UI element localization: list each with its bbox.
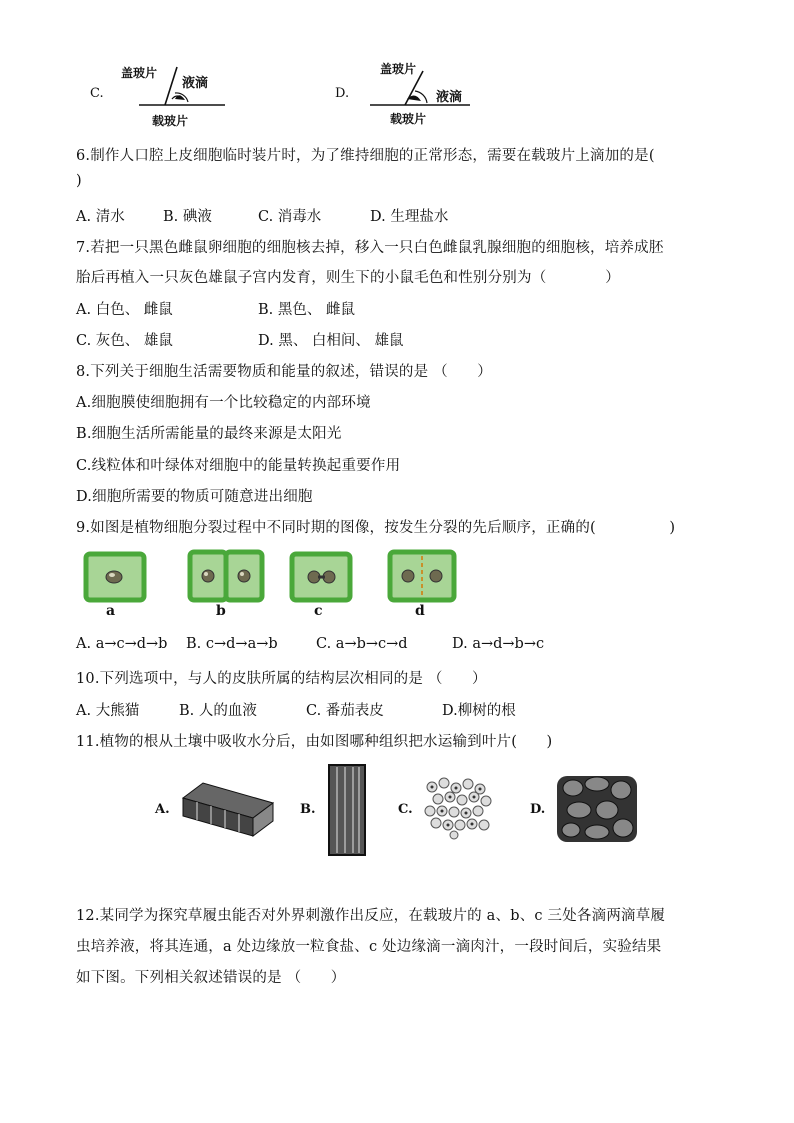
q5-c-drop-label: 液滴 xyxy=(182,76,209,91)
q5-option-c-label: C. xyxy=(90,86,104,101)
q11-tissue-a-image xyxy=(178,778,278,838)
cell-c-label: c xyxy=(314,603,323,619)
cell-d xyxy=(390,552,454,600)
q12-line1: 12.某同学为探究草履虫能否对外界刺激作出反应，在载玻片的 a、b、c 三处各滴两滴草履 xyxy=(76,908,666,924)
q9-option-d: D. a→d→b→c xyxy=(452,636,545,652)
cell-a xyxy=(86,554,144,600)
q9-option-b: B. c→d→a→b xyxy=(186,636,278,652)
q5-c-cover-label: 盖玻片 xyxy=(121,66,158,80)
q10-option-c: C. 番茄表皮 xyxy=(306,703,384,719)
q8-option-d: D.细胞所需要的物质可随意进出细胞 xyxy=(76,489,313,505)
q11-tissue-c-image xyxy=(422,775,497,840)
cell-c xyxy=(292,554,350,600)
q7-stem-cont: 胎后再植入一只灰色雄鼠子宫内发育，则生下的小鼠毛色和性别分别为（ ） xyxy=(76,270,620,286)
q6-option-a: A. 清水 xyxy=(76,209,125,225)
q8-option-a: A.细胞膜使细胞拥有一个比较稳定的内部环境 xyxy=(76,395,371,411)
q10-option-a: A. 大熊猫 xyxy=(76,703,140,719)
q6-stem-cont: ) xyxy=(76,173,82,189)
q11-stem: 11.植物的根从土壤中吸收水分后，由如图哪种组织把水运输到叶片( ) xyxy=(76,734,553,750)
q9-stem: 9.如图是植物细胞分裂过程中不同时期的图像，按发生分裂的先后顺序，正确的( ) xyxy=(76,520,676,536)
q9-option-c: C. a→b→c→d xyxy=(316,636,408,652)
q6-option-c: C. 消毒水 xyxy=(258,209,322,225)
cell-d-label: d xyxy=(415,603,425,619)
q11-tissue-b-image xyxy=(325,763,370,857)
q11-label-b: B. xyxy=(300,802,316,817)
q7-option-d: D. 黑、 白相间、 雄鼠 xyxy=(258,333,404,349)
q6-option-b: B. 碘液 xyxy=(163,209,212,225)
q7-option-a: A. 白色、 雌鼠 xyxy=(76,302,173,318)
q12-line2: 虫培养液，将其连通，a 处边缘放一粒食盐、c 处边缘滴一滴肉汁，一段时间后，实验结果 xyxy=(76,939,662,955)
q7-option-b: B. 黑色、 雌鼠 xyxy=(258,302,355,318)
q10-option-b: B. 人的血液 xyxy=(179,703,257,719)
q11-tissue-d-image xyxy=(555,770,640,845)
q5-option-d-label: D. xyxy=(335,86,350,101)
q6-stem: 6.制作人口腔上皮细胞临时装片时，为了维持细胞的正常形态，需要在载玻片上滴加的是( xyxy=(76,148,655,164)
q9-cell-division-figure xyxy=(80,548,470,626)
q11-label-a: A. xyxy=(155,802,170,817)
q12-line3: 如下图。下列相关叙述错误的是 （ ） xyxy=(76,970,346,986)
q9-option-a: A. a→c→d→b xyxy=(76,636,168,652)
q5-d-slide-label: 载玻片 xyxy=(390,112,427,126)
q7-option-c: C. 灰色、 雄鼠 xyxy=(76,333,173,349)
q5-d-drop-label: 液滴 xyxy=(436,90,463,105)
cell-b-label: b xyxy=(216,603,226,619)
q6-option-d: D. 生理盐水 xyxy=(370,209,449,225)
q7-stem: 7.若把一只黑色雌鼠卵细胞的细胞核去掉，移入一只白色雌鼠乳腺细胞的细胞核，培养成胚 xyxy=(76,240,664,256)
q8-option-c: C.线粒体和叶绿体对细胞中的能量转换起重要作用 xyxy=(76,458,401,474)
cell-a-label: a xyxy=(106,603,116,619)
q8-stem: 8.下列关于细胞生活需要物质和能量的叙述，错误的是 （ ） xyxy=(76,364,492,380)
q5-c-slide-label: 载玻片 xyxy=(152,114,189,128)
cell-b xyxy=(190,552,262,600)
q5-d-cover-label: 盖玻片 xyxy=(380,62,417,76)
q11-label-d: D. xyxy=(530,802,546,817)
q10-option-d: D.柳树的根 xyxy=(442,703,516,719)
q11-label-c: C. xyxy=(398,802,413,817)
q8-option-b: B.细胞生活所需能量的最终来源是太阳光 xyxy=(76,426,342,442)
q10-stem: 10.下列选项中，与人的皮肤所属的结构层次相同的是 （ ） xyxy=(76,671,487,687)
